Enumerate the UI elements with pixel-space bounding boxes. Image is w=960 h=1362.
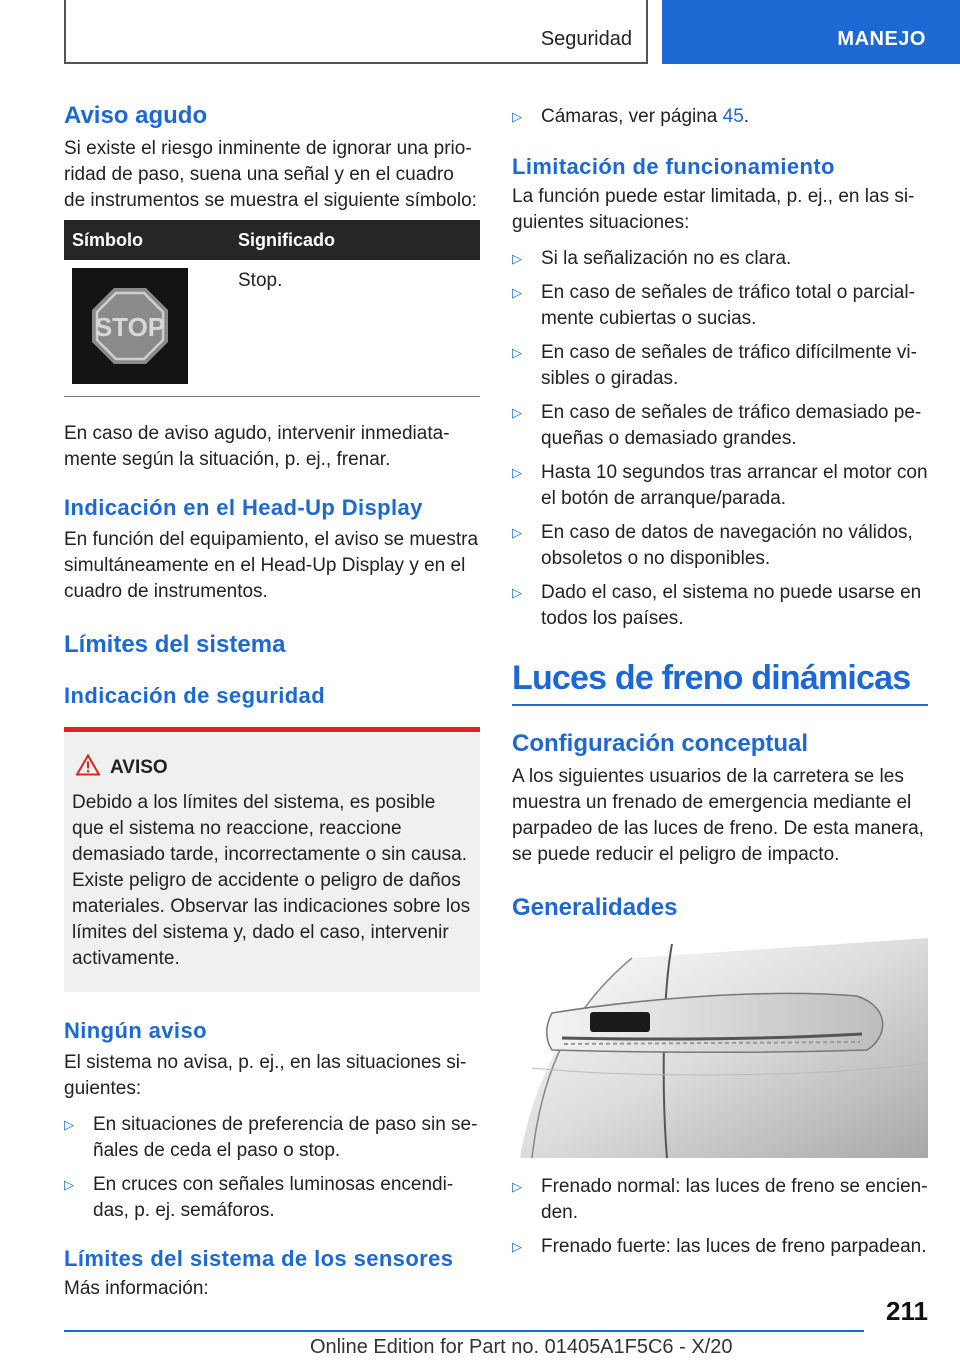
aviso-agudo-text: Si existe el riesgo inminente de ignorar una prioridad de paso, suena una señal y en el cuadro de instrumentos se muestra el siguiente símbolo:	[64, 138, 477, 211]
no-warning-heading: Ningún aviso	[64, 1018, 207, 1043]
bullet-triangle-icon: ▷	[512, 285, 522, 300]
bullet-triangle-icon: ▷	[512, 109, 522, 124]
limitation-list	[512, 246, 928, 632]
symbol-table-row	[64, 260, 480, 397]
bullet-triangle-icon: ▷	[64, 1117, 74, 1132]
no-warning-list	[64, 1112, 480, 1224]
page-number: 211	[886, 1296, 928, 1326]
sensors-heading: Límites del sistema de los sensores	[64, 1246, 454, 1271]
bullet-triangle-icon: ▷	[512, 465, 522, 480]
stop-sign-icon	[72, 268, 188, 384]
list-item: ▷ Frenado fuerte: las luces de freno parpadean.	[512, 1234, 928, 1260]
list-item: ▷ En caso de señales de tráfico demasiado pequeñas o demasiado grandes.	[512, 402, 922, 449]
bullet-triangle-icon: ▷	[64, 1177, 74, 1192]
safety-heading: Indicación de seguridad	[64, 683, 326, 708]
list-item: ▷ En cruces con señales luminosas encendidas, p. ej. semáforos.	[64, 1174, 454, 1221]
symbol-table	[64, 220, 480, 397]
header-section-title: Seguridad	[540, 28, 632, 50]
symbol-meaning: Stop.	[230, 260, 480, 397]
hud-heading: Indicación en el Head-Up Display	[64, 495, 423, 520]
footer-edition: Online Edition for Part no. 01405A1F5C6 - X/20	[310, 1336, 733, 1358]
bullet-triangle-icon: ▷	[512, 1179, 522, 1194]
col-meaning-header: Significado	[230, 220, 480, 260]
list-item: ▷ En situaciones de preferencia de paso sin señales de ceda el paso o stop.	[64, 1114, 478, 1161]
header-chapter-label: MANEJO	[837, 28, 926, 50]
warning-box	[64, 727, 480, 992]
list-item: ▷ En caso de señales de tráfico total o parcialmente cubiertas o sucias.	[512, 282, 915, 329]
list-item: ▷ Si la señalización no es clara.	[512, 246, 928, 272]
concept-text: A los siguientes usuarios de la carretera se les muestra un frenado de emergencia mediante el parpadeo de las luces de freno. De esta manera, se puede reducir el peligro de impacto.	[512, 766, 924, 865]
tail-light-image	[512, 938, 928, 1158]
hud-text: En función del equipamiento, el aviso se muestra simultáneamente en el Head-Up Display y en el cuadro de instrumentos.	[64, 529, 479, 602]
bullet-triangle-icon: ▷	[512, 525, 522, 540]
list-item: ▷ Cámaras, ver página 45.	[512, 104, 928, 130]
list-item: ▷ Dado el caso, el sistema no puede usarse en todos los países.	[512, 582, 922, 629]
limitation-heading: Limitación de funcionamiento	[512, 154, 835, 179]
bullet-triangle-icon: ▷	[512, 405, 522, 420]
brake-lights-heading: Luces de freno dinámicas	[512, 659, 911, 697]
after-table-text: En caso de aviso agudo, intervenir inmediatamente según la situación, p. ej., frenar.	[64, 423, 450, 470]
limits-heading: Límites del sistema	[64, 631, 286, 658]
stop-sign-text: STOP	[94, 312, 166, 342]
header-chapter-tab[interactable]	[662, 0, 960, 64]
col-symbol-header: Símbolo	[64, 220, 230, 260]
no-warning-text: El sistema no avisa, p. ej., en las situaciones siguientes:	[64, 1052, 467, 1099]
bullet-triangle-icon: ▷	[512, 251, 522, 266]
header-section-box	[64, 0, 648, 64]
general-heading: Generalidades	[512, 894, 678, 921]
list-item: ▷ En caso de señales de tráfico difícilmente visibles o giradas.	[512, 342, 917, 389]
bullet-triangle-icon: ▷	[512, 345, 522, 360]
list-item: ▷ En caso de datos de navegación no válidos, obsoletos o no disponibles.	[512, 522, 913, 569]
list-item: ▷ Frenado normal: las luces de freno se encienden.	[512, 1176, 928, 1223]
symbol-table-header	[64, 220, 480, 260]
left-column	[64, 100, 480, 1302]
cameras-page-link[interactable]: 45	[722, 106, 744, 127]
bullet-triangle-icon: ▷	[512, 585, 522, 600]
sensors-text: Más información:	[64, 1278, 209, 1299]
warning-text: Debido a los límites del sistema, es posible que el sistema no reaccione, reaccione demasiado tarde, incorrectamente o sin causa. Existe peligro de accidente o peligro de daños materiales. Observar las indicaciones sobre los límites del sistema y, dado el caso, intervenir activamente.	[72, 792, 471, 969]
footer-divider	[64, 1330, 864, 1332]
warning-label: AVISO	[110, 757, 168, 778]
aviso-agudo-heading: Aviso agudo	[64, 102, 208, 129]
bullet-triangle-icon: ▷	[512, 1239, 522, 1254]
brake-lights-heading-wrap	[512, 656, 928, 706]
warning-triangle-icon	[76, 754, 100, 782]
limitation-text: La función puede estar limitada, p. ej., en las siguientes situaciones:	[512, 186, 915, 233]
list-item: ▷ Hasta 10 segundos tras arrancar el motor con el botón de arranque/parada.	[512, 462, 928, 509]
brake-list	[512, 1174, 928, 1260]
right-column	[512, 100, 928, 1260]
concept-heading: Configuración conceptual	[512, 730, 809, 757]
cameras-list	[512, 104, 928, 130]
